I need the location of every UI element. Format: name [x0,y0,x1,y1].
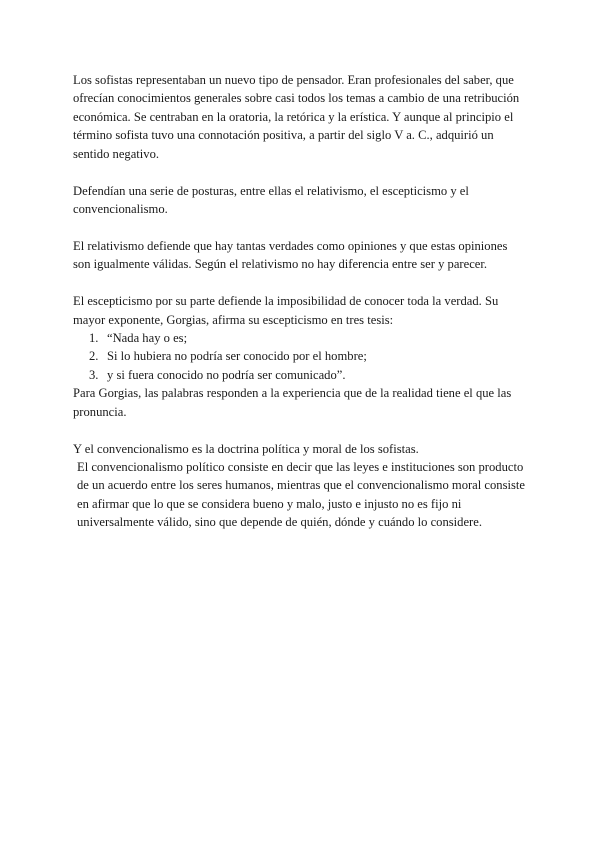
paragraph-convencionalismo-intro: Y el convencionalismo es la doctrina política y moral de los sofistas. [73,441,419,456]
list-item [73,347,526,365]
paragraph-convencionalismo: El convencionalismo político consiste en decir que las leyes e instituciones son producto de un acuerdo entre los seres humanos, mientras que el convencionalismo moral consiste en afirmar que lo que se considera bueno y malo, justo e injusto no es fijo ni universalmente válido, sino que depende de quién, dónde y cuándo lo considere. [77,459,525,530]
paragraph-sofistas: Los sofistas representaban un nuevo tipo de pensador. Eran profesionales del saber, que ofrecían conocimientos generales sobre casi todos los temas a cambio de una retribución económica. Se centraban en la oratoria, la retórica y la erística. Y aunque al principio el término sofista tuvo una connotación positiva, a partir del siglo V a. C., adquirió un sentido negativo. [73,73,520,161]
list-item-text: “Nada hay o es; [107,330,188,345]
paragraph-posturas: Defendían una serie de posturas, entre ellas el relativismo, el escepticismo y el convencionalismo. [73,183,469,216]
list-item-number: 2. [89,349,99,364]
paragraph-relativismo: El relativismo defiende que hay tantas verdades como opiniones y que estas opiniones son igualmente válidas. Según el relativismo no hay diferencia entre ser y parecer. [73,238,508,272]
list-item [73,366,526,384]
list-item-text: Si lo hubiera no podría ser conocido por el hombre; [107,349,367,364]
list-item-number: 1. [89,330,99,345]
list-item-text: y si fuera conocido no podría ser comunicado”. [107,367,346,382]
list-item [73,329,526,347]
paragraph-gorgias-palabras: Para Gorgias, las palabras responden a la experiencia que de la realidad tiene el que las pronuncia. [73,386,512,419]
paragraph-escepticismo: El escepticismo por su parte defiende la imposibilidad de conocer toda la verdad. Su mayor exponente, Gorgias, afirma su escepticismo en tres tesis: [73,294,499,327]
list-item-number: 3. [89,367,99,382]
gorgias-theses-list [73,329,526,384]
